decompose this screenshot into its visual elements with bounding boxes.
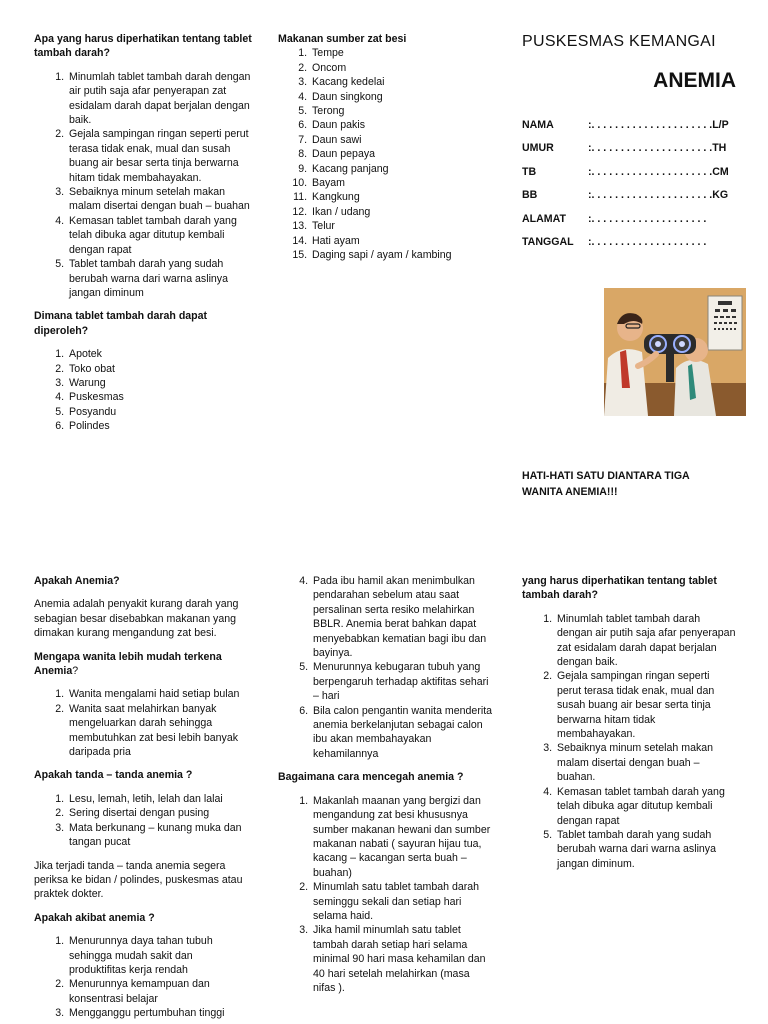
form-label: BB [522, 189, 538, 202]
list-item: 3. Mengganggu pertumbuhan tinggi [67, 1006, 252, 1020]
list-item: 14. Hati ayam [310, 234, 478, 248]
list-item: 4. Pada ibu hamil akan menimbulkan pendarahan sebelum atau saat persalinan serta resiko melahirkan BBLR. Anemia berat bahkan dapat menyebabkan kematian bagi ibu dan bayinya. [311, 574, 494, 660]
list-item: 1. Menurunnya daya tahan tubuh sehingga mudah sakit dan produktifitas kerja rendah [67, 934, 252, 977]
list-item: 5. Posyandu [67, 405, 252, 419]
anemia-definition: Anemia adalah penyakit kurang darah yang sebagian besar disebabkan makanan yang dimakan kurang mengandung zat besi. [34, 598, 239, 640]
panel-top-right [522, 32, 736, 254]
heading-effects: Apakah akibat anemia ? [34, 911, 155, 924]
list-item: 1. Minumlah tablet tambah darah dengan air putih saja afar penyerapan zat esidalam darah dapat berjalan dengan baik. [67, 70, 252, 128]
list-item: 7. Daun sawi [310, 133, 478, 147]
eye-exam-illustration [604, 288, 746, 416]
list-item: 3. Warung [67, 376, 252, 390]
list-effects-continued [278, 574, 494, 761]
form-blank: :. . . . . . . . . . . . . . . . . . . . .TH [588, 142, 727, 155]
panel-top-left [34, 32, 252, 434]
list-item: 2. Gejala sampingan ringan seperti perut terasa tidak enak, mual dan susah buang air besar serta tinja berwarna hitam tidak membahayakan. [67, 127, 252, 185]
list-item: 2. Menurunnya kemampuan dan konsentrasi belajar [67, 977, 252, 1006]
list-tablet-care-repeat [522, 612, 736, 871]
list-item: 1. Tempe [310, 46, 478, 60]
list-item: 11. Kangkung [310, 190, 478, 204]
heading-why-women [34, 650, 252, 679]
doctor-illustration-icon [604, 288, 746, 416]
list-item: 3. Kacang kedelai [310, 75, 478, 89]
organization-title: PUSKESMAS KEMANGAI [522, 33, 716, 50]
form-row-umur [522, 137, 736, 161]
list-item: 6. Bila calon pengantin wanita menderita anemia berkelanjutan sebagai calon ibu akan membahayakan kehamilannya [311, 704, 494, 762]
list-why-women [34, 687, 252, 759]
list-item: 2. Gejala sampingan ringan seperti perut terasa tidak enak, mual dan susah buang air besar serta tinja berwarna hitam tidak membahayakan. [555, 669, 736, 741]
panel-bottom-right [522, 574, 736, 871]
list-item: 3. Sebaiknya minum setelah makan malam disertai dengan buah – buahan [67, 185, 252, 214]
list-effects [34, 934, 252, 1020]
list-item: 6. Polindes [67, 419, 252, 433]
list-item: 6. Daun pakis [310, 118, 478, 132]
list-item: 8. Daun pepaya [310, 147, 478, 161]
form-label: UMUR [522, 142, 554, 155]
form-row-alamat [522, 207, 736, 231]
list-item: 12. Ikan / udang [310, 205, 478, 219]
list-item: 5. Tablet tambah darah yang sudah berubah warna dari warna aslinya jangan diminum. [555, 828, 736, 871]
list-item: 5. Tablet tambah darah yang sudah berubah warna dari warna aslinya jangan diminum [67, 257, 252, 300]
list-where-to-get [34, 347, 252, 433]
list-item: 10. Bayam [310, 176, 478, 190]
list-item: 1. Wanita mengalami haid setiap bulan [67, 687, 252, 701]
list-item: 3. Sebaiknya minum setelah makan malam disertai dengan buah – buahan. [555, 741, 736, 784]
heading-tablet-care: Apa yang harus diperhatikan tentang tablet tambah darah? [34, 33, 252, 60]
list-item: 2. Minumlah satu tablet tambah darah seminggu sekali dan setiap hari selama haid. [311, 880, 494, 923]
form-blank: :. . . . . . . . . . . . . . . . . . . . [588, 212, 710, 225]
list-item: 2. Sering disertai dengan pusing [67, 806, 252, 820]
list-item: 2. Oncom [310, 61, 478, 75]
list-prevention [278, 794, 494, 996]
signs-advice: Jika terjadi tanda – tanda anemia segera periksa ke bidan / polindes, puskesmas atau praktek dokter. [34, 859, 243, 901]
list-item: 4. Kemasan tablet tambah darah yang telah dibuka agar ditutup kembali dengan rapat [555, 785, 736, 828]
list-item: 4. Daun singkong [310, 90, 478, 104]
list-tablet-care [34, 70, 252, 301]
form-blank: :. . . . . . . . . . . . . . . . . . . . [588, 236, 710, 249]
form-label: TANGGAL [522, 236, 574, 249]
form-label: ALAMAT [522, 212, 566, 225]
heading-tablet-care-repeat: yang harus diperhatikan tentang tablet tambah darah? [522, 575, 717, 602]
list-item: 1. Apotek [67, 347, 252, 361]
list-item: 1. Lesu, lemah, letih, lelah dan lalai [67, 792, 252, 806]
list-item: 2. Wanita saat melahirkan banyak mengeluarkan darah sehingga membutuhkan zat besi lebih banyak daripada pria [67, 702, 252, 760]
list-item: 4. Puskesmas [67, 390, 252, 404]
list-item: 4. Kemasan tablet tambah darah yang telah dibuka agar ditutup kembali dengan rapat [67, 214, 252, 257]
form-row-nama [522, 113, 736, 137]
heading-what-is-anemia: Apakah Anemia? [34, 575, 120, 587]
form-blank: :. . . . . . . . . . . . . . . . . . . . .KG [588, 189, 729, 202]
list-item: 9. Kacang panjang [310, 162, 478, 176]
form-blank: :. . . . . . . . . . . . . . . . . . . . .L/P [588, 118, 729, 131]
list-item: 1. Minumlah tablet tambah darah dengan air putih saja afar penyerapan zat esidalam darah dapat berjalan dengan baik. [555, 612, 736, 670]
heading-where-to-get: Dimana tablet tambah darah dapat diperoleh? [34, 310, 208, 337]
form-row-bb [522, 184, 736, 208]
identity-form [522, 113, 736, 254]
panel-bottom-middle [278, 574, 494, 995]
form-row-tanggal [522, 231, 736, 255]
list-item: 5. Menurunnya kebugaran tubuh yang berpengaruh terhadap aktifitas sehari – hari [311, 660, 494, 703]
heading-why-women-tail: ? [72, 665, 79, 678]
panel-top-middle [278, 32, 478, 263]
heading-iron-sources: Makanan sumber zat besi [278, 33, 407, 45]
warning-text: HATI-HATI SATU DIANTARA TIGA WANITA ANEMIA!!! [522, 470, 690, 498]
list-item: 1. Makanlah maanan yang bergizi dan mengandung zat besi khususnya sumber makanan hewani dan sumber makanan nabati ( sayuran hijau tua, kacang – kacangan serta buah – buahan) [311, 794, 494, 880]
form-blank: :. . . . . . . . . . . . . . . . . . . . .CM [588, 165, 729, 178]
list-signs [34, 792, 252, 850]
form-label: TB [522, 165, 537, 178]
list-iron-sources [278, 46, 478, 262]
heading-prevention: Bagaimana cara mencegah anemia ? [278, 771, 464, 784]
brochure-title: ANEMIA [653, 69, 736, 92]
list-item: 3. Mata berkunang – kunang muka dan tangan pucat [67, 821, 252, 850]
list-item: 13. Telur [310, 219, 478, 233]
heading-why-women-text: Mengapa wanita lebih mudah terkena Anemia [34, 650, 222, 678]
list-item: 5. Terong [310, 104, 478, 118]
form-label: NAMA [522, 118, 554, 131]
list-item: 15. Daging sapi / ayam / kambing [310, 248, 478, 262]
panel-bottom-left [34, 574, 252, 1021]
list-item: 3. Jika hamil minumlah satu tablet tambah darah setiap hari selama minimal 90 hari masa kehamilan dan 40 hari setelah melahirkan (masa nifas ). [311, 923, 494, 995]
list-item: 2. Toko obat [67, 362, 252, 376]
form-row-tb [522, 160, 736, 184]
heading-signs: Apakah tanda – tanda anemia ? [34, 769, 193, 782]
